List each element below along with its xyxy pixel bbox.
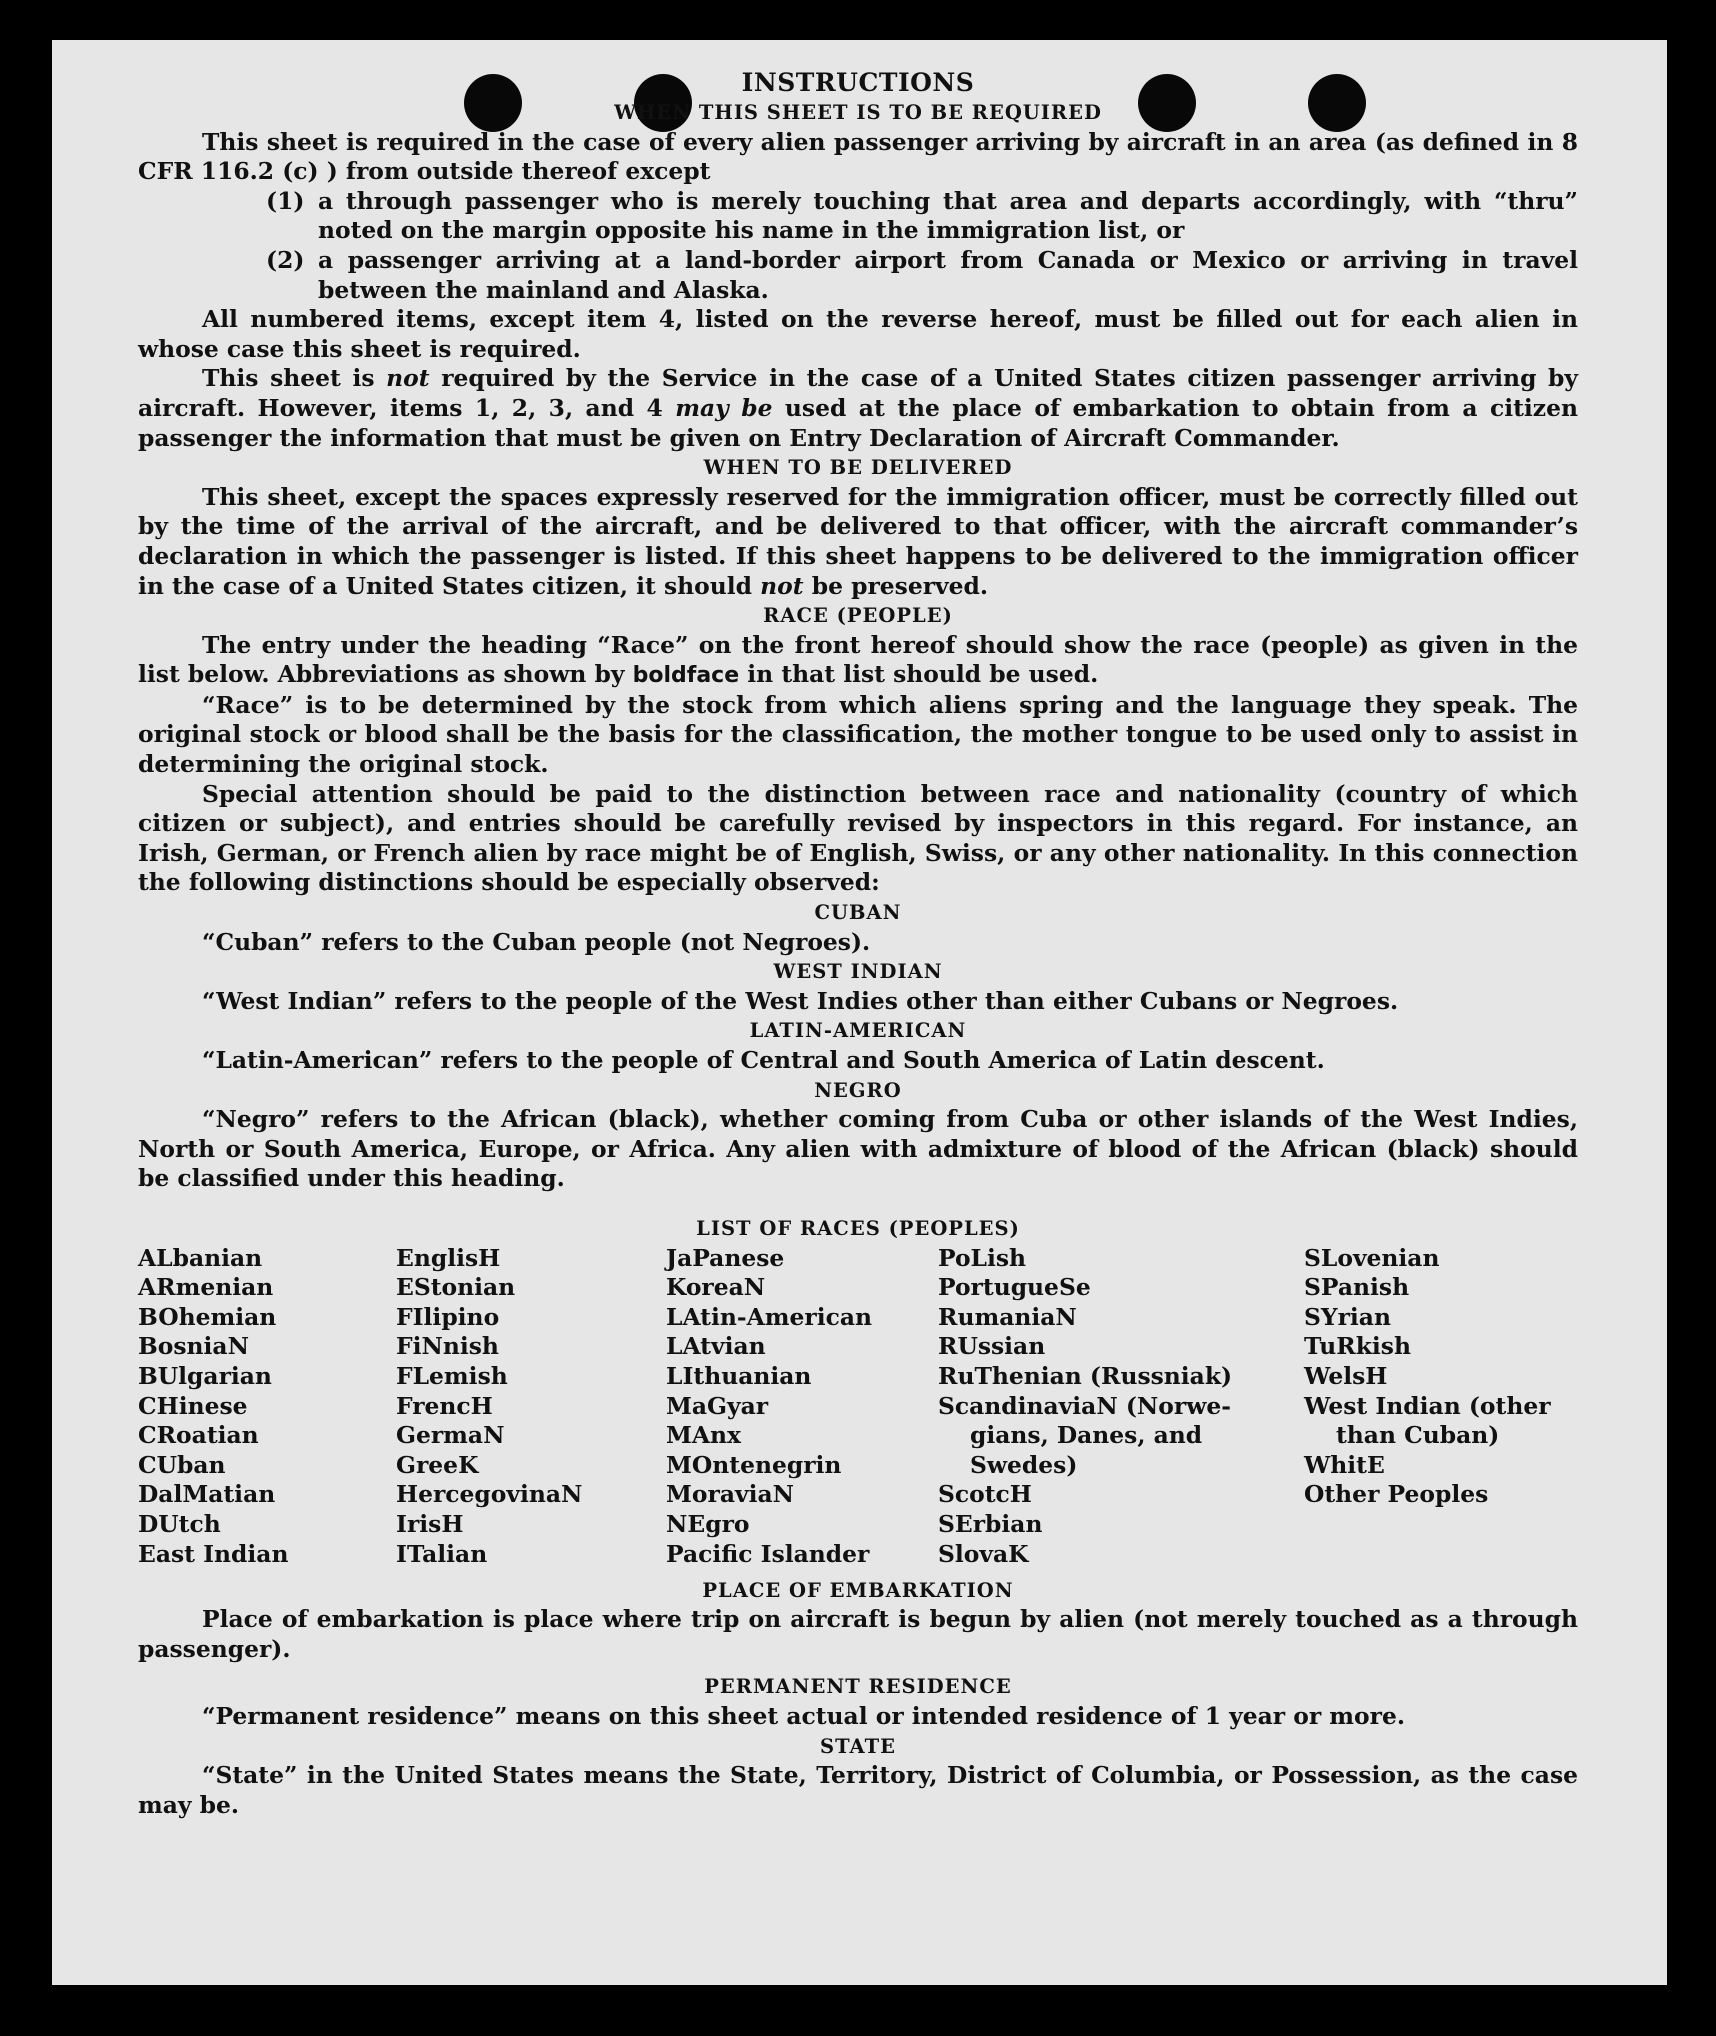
text-span: used at the place of embarkation to obtain from a citizen passenger the information that must be given on Entry Declaration of Aircraft Commander.	[138, 393, 1578, 452]
section-heading-negro: NEGRO	[814, 1078, 902, 1102]
race-item: CUban	[138, 1450, 226, 1479]
race-item: RuThenian (Russniak)	[938, 1361, 1233, 1390]
race-item: CHinese	[138, 1391, 248, 1420]
race-item: LAtvian	[666, 1332, 766, 1361]
race-item: GermaN	[396, 1421, 505, 1450]
race-item: MAnx	[666, 1421, 741, 1450]
italic-text: not	[386, 364, 430, 393]
race-item: SlovaK	[938, 1539, 1029, 1568]
race-item: West Indian (other	[1304, 1391, 1551, 1420]
section-heading-residence: PERMANENT RESIDENCE	[704, 1675, 1012, 1699]
list-item	[266, 187, 1578, 246]
race-item: PoLish	[938, 1243, 1027, 1272]
race-item: ScotcH	[938, 1480, 1032, 1509]
race-item: BOhemian	[138, 1302, 277, 1331]
section-heading-embarkation: PLACE OF EMBARKATION	[702, 1578, 1014, 1602]
paragraph: “State” in the United States means the State, Territory, District of Columbia, or Possession, as the case may be.	[138, 1761, 1578, 1819]
instructions-body	[138, 68, 1578, 1820]
section-heading-race: RACE (PEOPLE)	[763, 604, 953, 628]
race-item: ALbanian	[138, 1243, 263, 1272]
section-heading-latin-american: LATIN-AMERICAN	[749, 1019, 967, 1043]
text-span: This sheet, except the spaces expressly reserved for the immigration officer, must be correctly filled out by the time of the arrival of the aircraft, and be delivered to that officer, with the aircraft commander’s declaration in which the passenger is listed. If this sheet happens to be delivered to the immigration officer in the case of a United States citizen, it should	[138, 482, 1578, 600]
list-item	[266, 246, 1578, 305]
race-item: SLovenian	[1304, 1243, 1440, 1272]
paragraph: “Race” is to be determined by the stock from which aliens spring and the language they speak. The original stock or blood shall be the basis for the classification, the mother tongue to be used only to assist in determining the original stock.	[138, 690, 1578, 779]
race-item: FIlipino	[396, 1302, 500, 1331]
section-heading-when-required: WHEN THIS SHEET IS TO BE REQUIRED	[614, 101, 1102, 124]
text-span: This sheet is	[202, 364, 387, 393]
text-span: The entry under the heading “Race” on the front hereof should show the race (people) as given in the list below. Abbreviations as shown by	[138, 630, 1578, 689]
race-item: EStonian	[396, 1273, 516, 1302]
race-item: ScandinaviaN (Norwe-	[938, 1391, 1231, 1420]
race-item: RUssian	[938, 1332, 1046, 1361]
race-item: BUlgarian	[138, 1361, 272, 1390]
paragraph: “Permanent residence” means on this sheet actual or intended residence of 1 year or more.	[202, 1701, 1405, 1730]
text-span: required by the Service in the case of a United States citizen passenger arriving by aircraft. However, items 1, 2, 3, and 4	[138, 364, 1578, 422]
text-span: be preserved.	[803, 571, 989, 600]
text-span: in that list should be used.	[739, 660, 1099, 689]
race-item: LAtin-American	[666, 1302, 872, 1331]
race-item: ARmenian	[138, 1273, 274, 1302]
paragraph: All numbered items, except item 4, listed on the reverse hereof, must be filled out for each alien in whose case this sheet is required.	[138, 305, 1578, 363]
race-item: PortugueSe	[938, 1273, 1091, 1302]
race-item: SYrian	[1304, 1302, 1391, 1331]
race-item: TuRkish	[1304, 1332, 1411, 1361]
race-column-4	[938, 1244, 1232, 1570]
race-item: JaPanese	[666, 1243, 785, 1272]
item-number: (2)	[266, 245, 305, 274]
italic-text: may be	[675, 393, 773, 422]
race-item: SPanish	[1304, 1273, 1410, 1302]
paragraph: “Latin-American” refers to the people of Central and South America of Latin descent.	[202, 1046, 1325, 1074]
paragraph: Place of embarkation is place where trip on aircraft is begun by alien (not merely touched as a through passenger).	[138, 1605, 1578, 1663]
race-item: EnglisH	[396, 1243, 501, 1272]
race-item: FLemish	[396, 1361, 508, 1390]
race-item: KoreaN	[666, 1273, 766, 1302]
paragraph	[138, 631, 1578, 691]
race-column-1	[138, 1244, 288, 1570]
paragraph	[138, 364, 1578, 453]
race-item: WhitE	[1304, 1450, 1385, 1479]
item-number: (1)	[266, 186, 305, 215]
item-text: a passenger arriving at a land-border airport from Canada or Mexico or arriving in travel between the mainland and Alaska.	[318, 245, 1578, 304]
boldface-text: boldface	[632, 663, 740, 689]
section-heading-state: STATE	[820, 1734, 896, 1758]
section-heading-list-of-races: LIST OF RACES (PEOPLES)	[696, 1216, 1020, 1240]
race-item: FrencH	[396, 1391, 493, 1420]
race-item: East Indian	[138, 1539, 289, 1568]
race-item: than Cuban)	[1336, 1421, 1500, 1450]
paragraph: “Cuban” refers to the Cuban people (not Negroes).	[202, 927, 871, 956]
race-item: WelsH	[1304, 1361, 1388, 1390]
race-column-3	[666, 1244, 872, 1570]
paragraph: This sheet is required in the case of every alien passenger arriving by aircraft in an area (as defined in 8 CFR 116.2 (c) ) from outside thereof except	[138, 127, 1578, 186]
race-item: gians, Danes, and	[970, 1421, 1203, 1450]
race-list	[138, 1244, 1578, 1576]
race-item: CRoatian	[138, 1421, 259, 1450]
section-heading-cuban: CUBAN	[814, 901, 902, 925]
section-heading-west-indian: WEST INDIAN	[773, 960, 943, 984]
page-title: INSTRUCTIONS	[741, 68, 975, 97]
item-text: a through passenger who is merely touching that area and departs accordingly, with “thru” noted on the margin opposite his name in the immigration list, or	[318, 186, 1578, 245]
race-item: Pacific Islander	[666, 1539, 870, 1568]
race-item: LIthuanian	[666, 1361, 812, 1390]
race-item: ITalian	[396, 1539, 488, 1568]
race-item: NEgro	[666, 1509, 750, 1538]
race-item: RumaniaN	[938, 1302, 1077, 1331]
paragraph: “Negro” refers to the African (black), whether coming from Cuba or other islands of the West Indies, North or South America, Europe, or Africa. Any alien with admixture of blood of the African (black) should be classified under this heading.	[138, 1105, 1578, 1193]
race-item: MaGyar	[666, 1391, 769, 1420]
race-item: SErbian	[938, 1509, 1043, 1538]
race-item: GreeK	[396, 1450, 479, 1479]
paragraph: Special attention should be paid to the distinction between race and nationality (country of which citizen or subject), and entries should be carefully revised by inspectors in this regard. For instance, an Irish, German, or French alien by race might be of English, Swiss, or any other nationality. In this connection the following distinctions should be especially observed:	[138, 779, 1578, 897]
paragraph: “West Indian” refers to the people of the West Indies other than either Cubans or Negroes.	[202, 986, 1399, 1015]
race-item: DUtch	[138, 1509, 221, 1538]
race-item: IrisH	[396, 1509, 464, 1538]
section-heading-when-delivered: WHEN TO BE DELIVERED	[703, 456, 1013, 480]
paragraph	[138, 483, 1578, 601]
race-item: MOntenegrin	[666, 1450, 842, 1479]
race-column-5	[1304, 1244, 1551, 1510]
race-column-2	[396, 1244, 582, 1570]
race-item: FiNnish	[396, 1332, 499, 1361]
race-item: BosniaN	[138, 1332, 249, 1361]
race-item: Other Peoples	[1304, 1480, 1489, 1509]
race-item: DalMatian	[138, 1480, 276, 1509]
italic-text: not	[760, 571, 804, 600]
race-item: MoraviaN	[666, 1480, 794, 1509]
race-item: Swedes)	[970, 1450, 1078, 1479]
race-item: HercegovinaN	[396, 1480, 583, 1509]
